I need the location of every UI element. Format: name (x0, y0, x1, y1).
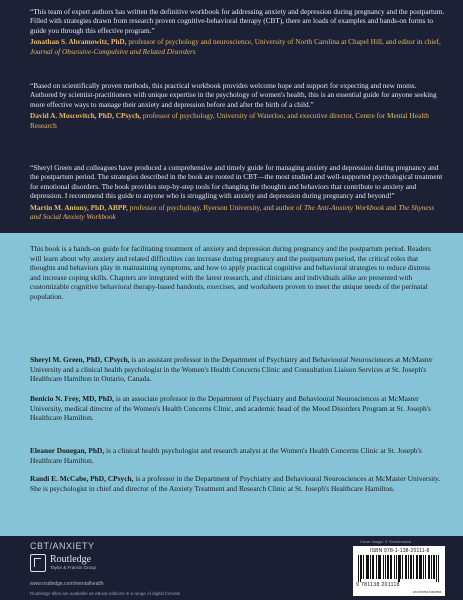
author-bio-text: is an associate professor in the Department of Psychiatry and Behavioural Neurosciences at McMaster University, medical director of the Women's Health Concerns Clinic, and academic head of the Mood Disorders Program at St. Joseph's Healthcare Hamilton. (30, 394, 431, 422)
author-bio-text: is an assistant professor in the Department of Psychiatry and Behavioural Neurosciences at McMaster University and a clinical health psychologist in the Women's Health Concerns Clinic and Consultation Liaison Services at St. Joseph's Healthcare Hamilton in Ontario, Canada. (30, 355, 433, 383)
endorser-name: Martin M. Antony, PhD, ABPP, (30, 202, 128, 212)
description-section (0, 233, 463, 536)
endorser-journal: Journal of Obsessive-Compulsive and Related Disorders (30, 46, 196, 56)
author-name: Randi E. McCabe, PhD, CPsych, (30, 474, 134, 483)
book-category: CBT/ANXIETY (30, 541, 95, 551)
endorser-book-2: The Shyness and Social Anxiety Workbook (30, 202, 435, 222)
endorser-name: David A. Moscovitch, PhD, CPsych, (30, 111, 142, 121)
publisher-url: www.routledge.com/mentalhealth (30, 581, 104, 587)
publisher-tag: an informa business (413, 590, 442, 594)
endorsement-attribution (30, 37, 445, 56)
author-bio-3 (30, 446, 442, 465)
endorsements-section (0, 0, 463, 233)
endorsement-quote: “Based on scientifically proven methods, this practical workbook provides welcome hope and support for expecting and new moms. Authored by scientist-practitioners with unique expertise in the psychology of women's health, this is an essential guide for anyone seeking more effective ways to manage their anxiety and depression before and after the birth of a child.” (30, 81, 437, 109)
image-credit: Cover image: © Shutterstock (360, 539, 412, 544)
author-bio-1 (30, 355, 442, 384)
author-bio-text: is a clinical health psychologist and research analyst at the Women's Health Concerns Clinic at St. Joseph's Healthcare Hamilton. (30, 446, 422, 465)
ebook-note: Routledge titles are available as eBook editions in a range of digital formats (30, 591, 181, 596)
endorser-book-1: The Anti-Anxiety Workbook (303, 202, 385, 212)
barcode-icon (358, 555, 440, 582)
author-name: Eleanor Donegan, PhD, (30, 446, 105, 455)
publisher-subtitle: Taylor & Francis Group (50, 565, 97, 570)
author-name: Benicio N. Frey, MD, PhD, (30, 394, 115, 403)
publisher-name: Routledge (50, 554, 92, 565)
book-description: This book is a hands-on guide for facilitating treatment of anxiety and depression during pregnancy and the postpartum period. Readers will learn about why anxiety and related difficulties can increase during pregnancy and the postpartum period, the critical roles that thoughts and behaviors play in maintaining symptoms, and how to apply practical cognitive and behavioral strategies to reduce distress and increase coping skills. Chapters are integrated with the latest research, and clinicians and individuals alike are presented with customizable cognitive behavioral therapy-based handouts, exercises, and worksheets proven to meet the unique needs of the perinatal population. (30, 244, 432, 301)
footer (0, 536, 463, 600)
author-bio-2 (30, 394, 442, 423)
routledge-logo-icon (30, 554, 46, 572)
barcode-digits: 9 781138 201118 (356, 582, 400, 588)
author-bio-text: is a professor in the Department of Psychiatry and Behavioural Neurosciences at McMaster University. She is psychologist in chief and director of the Anxiety Treatment and Research Clinic at St. Joseph's Healthcare Hamilton. (30, 474, 441, 493)
endorsement-1 (30, 7, 445, 56)
author-bio-4 (30, 474, 442, 493)
endorsement-attribution (30, 203, 445, 222)
endorsement-quote: “Sheryl Green and colleagues have produced a comprehensive and timely guide for managing anxiety and depression during pregnancy and the postpartum period. The strategies described in the book are rooted in CBT—the most studied and well-supported psychological treatment for emotional disorders. The book provides step-by-step tools for changing the thoughts and behaviors that contribute to anxiety and depression. I recommend this guide to anyone who is struggling with anxiety and depression during pregnancy and beyond!” (30, 163, 443, 201)
endorser-title: professor of psychology and neuroscience, University of North Carolina at Chapel Hill, and editor in chief, (126, 37, 441, 47)
endorser-name: Jonathan S. Abramowitz, PhD, (30, 37, 127, 47)
endorser-title-joiner: and (384, 202, 399, 212)
endorsement-attribution (30, 111, 445, 130)
publisher-logo (30, 554, 96, 572)
isbn-label: ISBN 978-1-138-20111-8 (370, 548, 430, 554)
endorser-title: professor of psychology, University of Waterloo, and executive director, Centre for Mental Health Research (30, 111, 429, 130)
endorsement-3 (30, 163, 445, 221)
isbn-barcode (353, 546, 445, 596)
endorser-title: professor of psychology, Ryerson University, and author of (127, 202, 304, 212)
endorsement-2 (30, 81, 445, 130)
author-name: Sheryl M. Green, PhD, CPsych, (30, 355, 130, 364)
endorsement-quote: “This team of expert authors has written the definitive workbook for addressing anxiety and depression during pregnancy and the postpartum. Filled with strategies drawn from research proven cognitive-behavioral therapy (CBT), there are loads of examples and hands-on forms to guide you through this effective program.” (30, 7, 445, 35)
